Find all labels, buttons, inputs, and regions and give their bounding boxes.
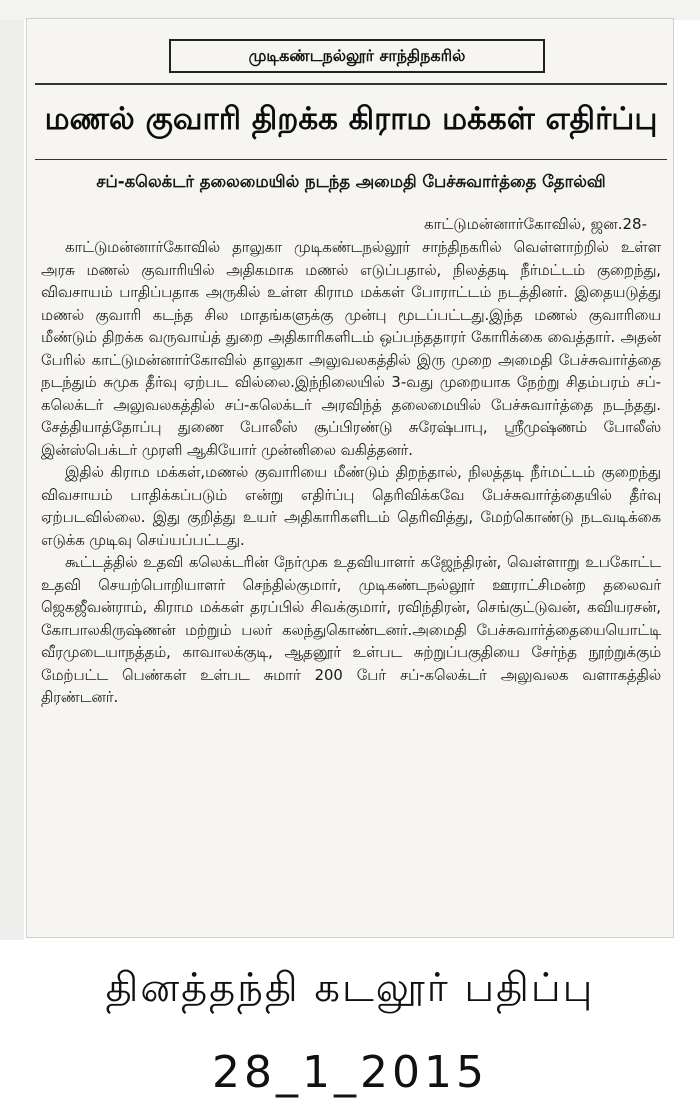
paragraph-2: இதில் கிராம மக்கள்,மணல் குவாரியை மீண்டும் திறந்தால், நிலத்தடி நீர்மட்டம் குறைந்து விவசாயம் பாதிக்கப்படும் என்று எதிர்ப்பு தெரிவிக்கவே பேச்சுவார்த்தையில் தீர்வு ஏற்படவில்லை. இது குறித்து உயர் அதிகாரிகளிடம் தெரிவித்து, மேற்கொண்டு நடவடிக்கை எடுக்க முடிவு செய்யப்பட்டது. bbox=[41, 464, 661, 549]
dateline: காட்டுமன்னார்கோவில், ஜன.28- bbox=[423, 215, 647, 233]
subheadline: சப்-கலெக்டர் தலைமையில் நடந்த அமைதி பேச்சுவார்த்தை தோல்வி bbox=[96, 172, 606, 191]
handwritten-date: 28_1_2015 bbox=[212, 1046, 488, 1098]
headline: மணல் குவாரி திறக்க கிராம மக்கள் எதிர்ப்பு bbox=[44, 101, 658, 137]
paragraph-3: கூட்டத்தில் உதவி கலெக்டரின் நேர்முக உதவியாளர் கஜேந்திரன், வெள்ளாறு உபகோட்ட உதவி செயற்பொறியாளர் செந்தில்குமார், முடிகண்டநல்லூர் ஊராட்சிமன்ற தலைவர் ஜெகஜீவன்ராம், கிராம மக்கள் தரப்பில் சிவக்குமார், ரவிந்திரன், செங்குட்டுவன், கவியரசன், கோபாலகிருஷ்ணன் மற்றும் பலர் கலந்துகொண்டனர்.அமைதி பேச்சுவார்த்தையையொட்டி வீரமுடையாநத்தம், காவாலக்குடி, ஆதனூர் உள்பட சுற்றுப்பகுதியை சேர்ந்த நூற்றுக்கும் மேற்பட்ட பெண்கள் உள்பட சுமார் 200 பேர் சப்-கலெக்டர் அலுவலக வளாகத்தில் திரண்டனர். bbox=[41, 554, 661, 706]
article-body bbox=[41, 237, 661, 710]
newspaper-clipping bbox=[26, 18, 674, 938]
handwritten-source: தினத்தந்தி கடலூர் பதிப்பு bbox=[105, 964, 595, 1011]
headline-rule-top bbox=[35, 83, 667, 85]
paragraph-1: காட்டுமன்னார்கோவில் தாலுகா முடிகண்டநல்லூர் சாந்திநகரில் வெள்ளாற்றில் உள்ள அரசு மணல் குவாரியில் அதிகமாக மணல் எடுப்பதால், நிலத்தடி நீர்மட்டம் குறைந்து, விவசாயம் பாதிப்பதாக அருகில் உள்ள கிராம மக்கள் போராட்டம் நடத்தினர். இதையடுத்து மணல் குவாரி கடந்த சில மாதங்களுக்கு முன்பு மூடப்பட்டது.இந்த மணல் குவாரியை மீண்டும் திறக்க வருவாய்த் துறை அதிகாரிகளிடம் ஒப்பந்ததாரர் கோரிக்கை வைத்தார். அதன் பேரில் காட்டுமன்னார்கோவில் தாலுகா அலுவலகத்தில் இரு முறை அமைதி பேச்சுவார்த்தை நடந்தும் சுமுக தீர்வு ஏற்பட வில்லை.இந்நிலையில் 3-வது முறையாக நேற்று சிதம்பரம் சப்-கலெக்டர் அலுவலகத்தில் சப்-கலெக்டர் அரவிந்த் தலைமையில் பேச்சுவார்த்தை நடந்தது. சேத்தியாத்தோப்பு துணை போலீஸ் சூப்பிரண்டு சுரேஷ்பாபு, ஸ்ரீமுஷ்ணம் போலீஸ் இன்ஸ்பெக்டர் முரளி ஆகியோர் முன்னிலை வகித்தனர். bbox=[41, 239, 661, 459]
kicker-location: முடிகண்டநல்லூர் சாந்திநகரில் bbox=[169, 39, 545, 73]
adjacent-column-strip bbox=[0, 20, 24, 940]
headline-rule-bottom bbox=[35, 159, 667, 160]
adjacent-page-strip bbox=[0, 0, 700, 20]
